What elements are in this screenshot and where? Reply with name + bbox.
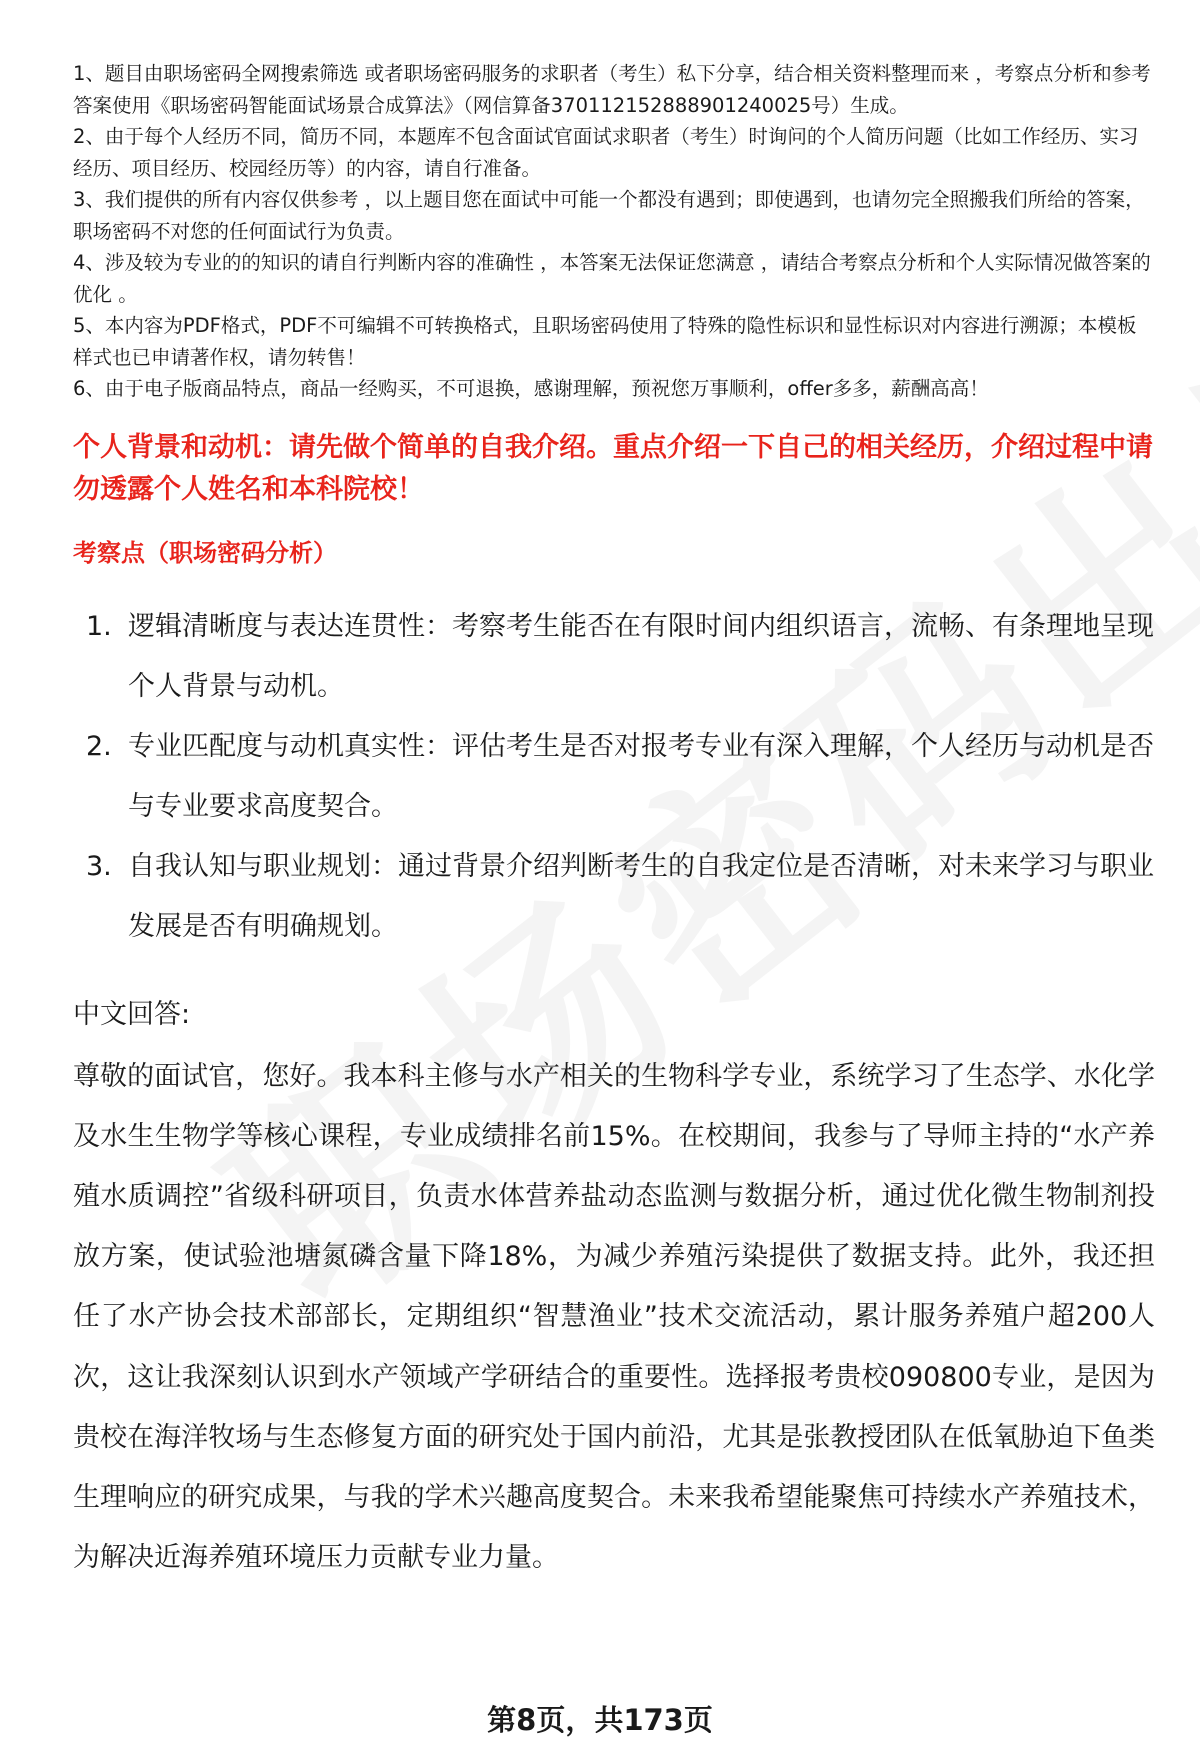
- point-text: 专业匹配度与动机真实性：评估考生是否对报考专业有深入理解，个人经历与动机是否与专业要求高度契合。: [128, 730, 1154, 822]
- answer-label: 中文回答:: [73, 998, 191, 1030]
- note-item: 3、我们提供的所有内容仅供参考 ，以上题目您在面试中可能一个都没有遇到；即使遇到，也请勿完全照搬我们所给的答案，职场密码不对您的任何面试行为负责。: [73, 188, 1145, 243]
- note-item: 2、由于每个人经历不同，简历不同，本题库不包含面试官面试求职者（考生）时询问的个人简历问题（比如工作经历、实习经历、项目经历、校园经历等）的内容，请自行准备。: [73, 125, 1139, 180]
- point-text: 逻辑清晰度与表达连贯性：考察考生能否在有限时间内组织语言，流畅、有条理地呈现个人背景与动机。: [128, 610, 1154, 702]
- document-page: [73, 58, 1155, 1588]
- point-number: 2.: [86, 730, 112, 762]
- note-item: 5、本内容为PDF格式，PDF不可编辑不可转换格式，且职场密码使用了特殊的隐性标识和显性标识对内容进行溯源；本模板样式也已申请著作权，请勿转售！: [73, 314, 1137, 369]
- analysis-points: [73, 597, 1155, 957]
- analysis-point: [73, 837, 1155, 957]
- analysis-heading: 考察点（职场密码分析）: [73, 538, 337, 567]
- note-item: 6、由于电子版商品特点，商品一经购买，不可退换，感谢理解，预祝您万事顺利，offer多多，薪酬高高！: [73, 377, 989, 400]
- analysis-point: [73, 597, 1155, 717]
- note-item: 1、题目由职场密码全网搜索筛选 或者职场密码服务的求职者（考生）私下分享，结合相关资料整理而来 ，考察点分析和参考答案使用《职场密码智能面试场景合成算法》（网信算备370112152888901240025号）生成。: [73, 62, 1151, 117]
- note-item: 4、涉及较为专业的的知识的请自行判断内容的准确性 ，本答案无法保证您满意 ，请结合考察点分析和个人实际情况做答案的优化 。: [73, 251, 1151, 306]
- answer-text: 尊敬的面试官，您好。我本科主修与水产相关的生物科学专业，系统学习了生态学、水化学及水生生物学等核心课程，专业成绩排名前15%。在校期间，我参与了导师主持的“水产养殖水质调控”省级科研项目，负责水体营养盐动态监测与数据分析，通过优化微生物制剂投放方案，使试验池塘氮磷含量下降18%，为减少养殖污染提供了数据支持。此外，我还担任了水产协会技术部部长，定期组织“智慧渔业”技术交流活动，累计服务养殖户超200人次，这让我深刻认识到水产领域产学研结合的重要性。选择报考贵校090800专业，是因为贵校在海洋牧场与生态修复方面的研究处于国内前沿，尤其是张教授团队在低氧胁迫下鱼类生理响应的研究成果，与我的学术兴趣高度契合。未来我希望能聚焦可持续水产养殖技术，为解决近海养殖环境压力贡献专业力量。: [73, 1060, 1155, 1574]
- analysis-point: [73, 717, 1155, 837]
- point-number: 3.: [86, 850, 112, 882]
- point-number: 1.: [86, 610, 112, 642]
- disclaimer-notes: [73, 58, 1155, 405]
- page-number: 第8页，共173页: [487, 1703, 713, 1737]
- interview-question: 个人背景和动机：请先做个简单的自我介绍。重点介绍一下自己的相关经历，介绍过程中请勿透露个人姓名和本科院校！: [73, 431, 1153, 505]
- point-text: 自我认知与职业规划：通过背景介绍判断考生的自我定位是否清晰，对未来学习与职业发展是否有明确规划。: [128, 850, 1154, 942]
